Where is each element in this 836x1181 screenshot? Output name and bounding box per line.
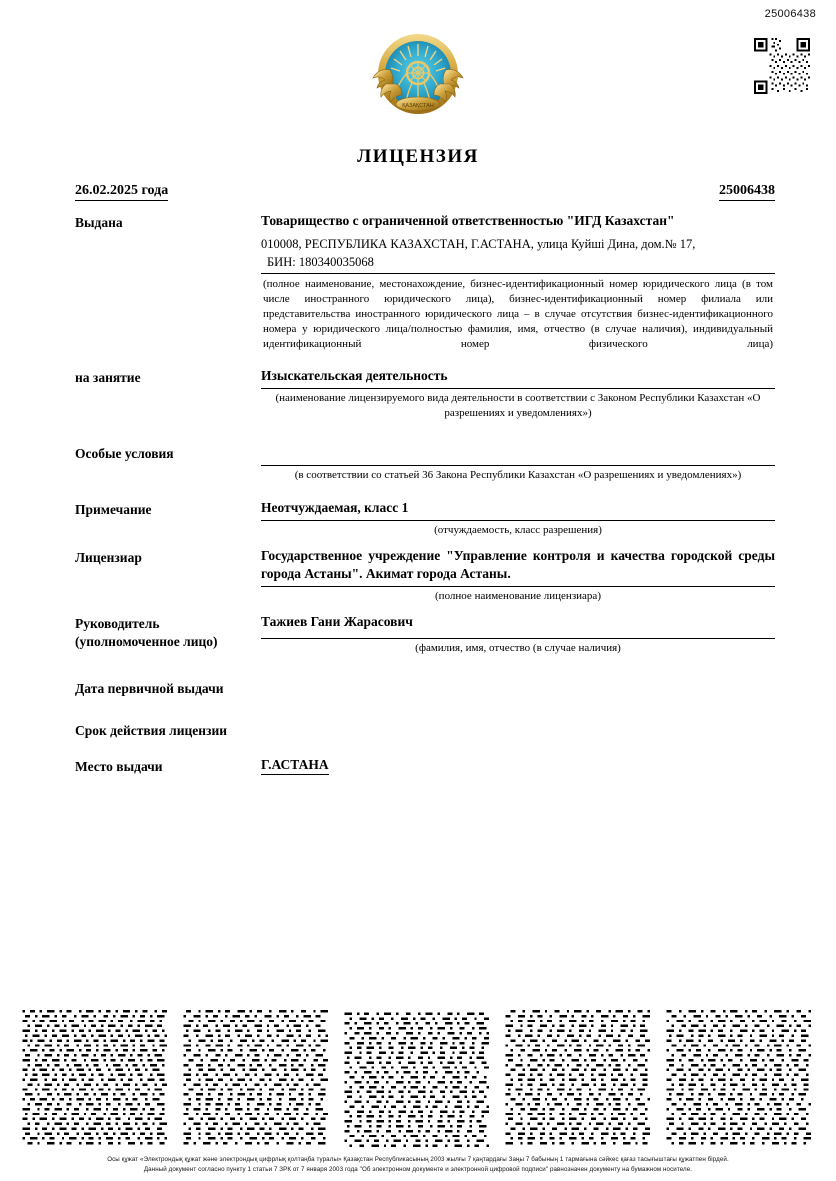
- svg-text:ҚАЗАҚСТАН: ҚАЗАҚСТАН: [402, 103, 434, 109]
- note-value: Неотчуждаемая, класс 1: [261, 499, 409, 515]
- document-meta-row: [75, 183, 775, 201]
- field-label-issued-to: Выдана: [75, 215, 123, 230]
- head-value: Тажиев Гани Жарасович: [261, 614, 413, 630]
- field-licensor: [75, 547, 775, 605]
- field-validity: [75, 720, 775, 740]
- legal-footer: [0, 1155, 836, 1174]
- datamatrix-barcode-icon: [666, 1010, 814, 1147]
- datamatrix-barcode-icon: [344, 1010, 492, 1147]
- field-note: [75, 499, 775, 538]
- licensor-value: Государственное учреждение "Управление контроля и качества городской среды города Астаны". Акимат города Астаны.: [261, 547, 775, 582]
- field-label-head: [75, 613, 261, 651]
- note-caption: (отчуждаемость, класс разрешения): [434, 523, 602, 536]
- licensor-caption: (полное наименование лицензиара): [435, 590, 601, 603]
- field-head: [75, 613, 775, 656]
- special-conditions-caption: (в соответствии со статьей 36 Закона Республики Казахстан «О разрешениях и уведомлениях»): [294, 468, 742, 481]
- datamatrix-barcode-icon: [22, 1010, 170, 1147]
- first-issue-date-value: [261, 678, 775, 694]
- datamatrix-barcode-icon: [183, 1010, 331, 1147]
- issued-to-address: 010008, РЕСПУБЛИКА КАЗАХСТАН, Г.АСТАНА, улица Куйшi Дина, дом.№ 17,: [261, 236, 696, 251]
- field-label-head-text: Руководитель (уполномоченное лицо): [75, 616, 218, 650]
- datamatrix-barcode-icon: [505, 1010, 653, 1147]
- field-label-note: Примечание: [75, 501, 152, 517]
- page-title: ЛИЦЕНЗИЯ: [357, 146, 479, 167]
- issued-to-name: Товарищество с ограниченной ответственностью "ИГД Казахстан": [261, 213, 675, 228]
- issue-date: 26.02.2025 года: [75, 183, 168, 201]
- emblem-container: [0, 26, 836, 127]
- activity-value: Изыскательская деятельность: [261, 368, 448, 384]
- kazakhstan-emblem-icon: [364, 26, 472, 122]
- activity-caption: (наименование лицензируемого вида деятельности в соответствии с Законом Республики Казахстан «О разрешениях и уведомлениях»): [275, 392, 761, 420]
- special-conditions-value: [261, 443, 775, 463]
- signature-barcodes: [22, 1010, 814, 1147]
- issued-to-bin: БИН: 180340035068: [267, 255, 374, 270]
- field-activity: [75, 367, 775, 421]
- place-value: Г.АСТАНА: [261, 757, 329, 775]
- field-issued-to: [75, 212, 775, 351]
- field-label-activity: на занятие: [75, 370, 141, 386]
- issued-to-caption: (полное наименование, местонахождение, бизнес-идентификационный номер юридического лица (в том числе иностранного юридического лица), бизнес-идентификационный номер филиала или представительства иностранного юридического лица – в случае отсутствия бизнес-идентификационного номера у юридического лица/полностью фамилия, имя, отчество (в случае наличия), индивидуальный идентификационный номер физического лица): [263, 278, 773, 350]
- footer-line-kk: Осы құжат «Электрондық құжат және электрондық цифрлық қолтаңба туралы» Қазақстан Республикасының 2003 жылғы 7 қаңтардағы Заңы 7 бабының 1 тармағына сәйкес қағаз тасығыштағы құжатпен бірдей.: [107, 1156, 729, 1163]
- field-special-conditions: [75, 443, 775, 483]
- field-label-special-conditions: Особые условия: [75, 445, 174, 461]
- field-label-first-issue-date: Дата первичной выдачи: [75, 680, 224, 696]
- license-number: 25006438: [719, 183, 775, 201]
- field-place: [75, 756, 775, 776]
- validity-value: [261, 720, 775, 736]
- field-label-licensor: Лицензиар: [75, 549, 142, 565]
- field-label-place: Место выдачи: [75, 759, 163, 775]
- field-first-issue-date: [75, 678, 775, 698]
- footer-line-ru: Данный документ согласно пункту 1 статьи 7 ЗРК от 7 января 2003 года "Об электронном документе и электронной цифровой подписи" равнозначен документу на бумажном носителе.: [143, 1165, 693, 1173]
- document-top-id: 25006438: [764, 8, 816, 20]
- document-body: [75, 212, 775, 777]
- field-label-validity: Срок действия лицензии: [75, 723, 228, 739]
- head-caption: (фамилия, имя, отчество (в случае наличия): [415, 642, 621, 655]
